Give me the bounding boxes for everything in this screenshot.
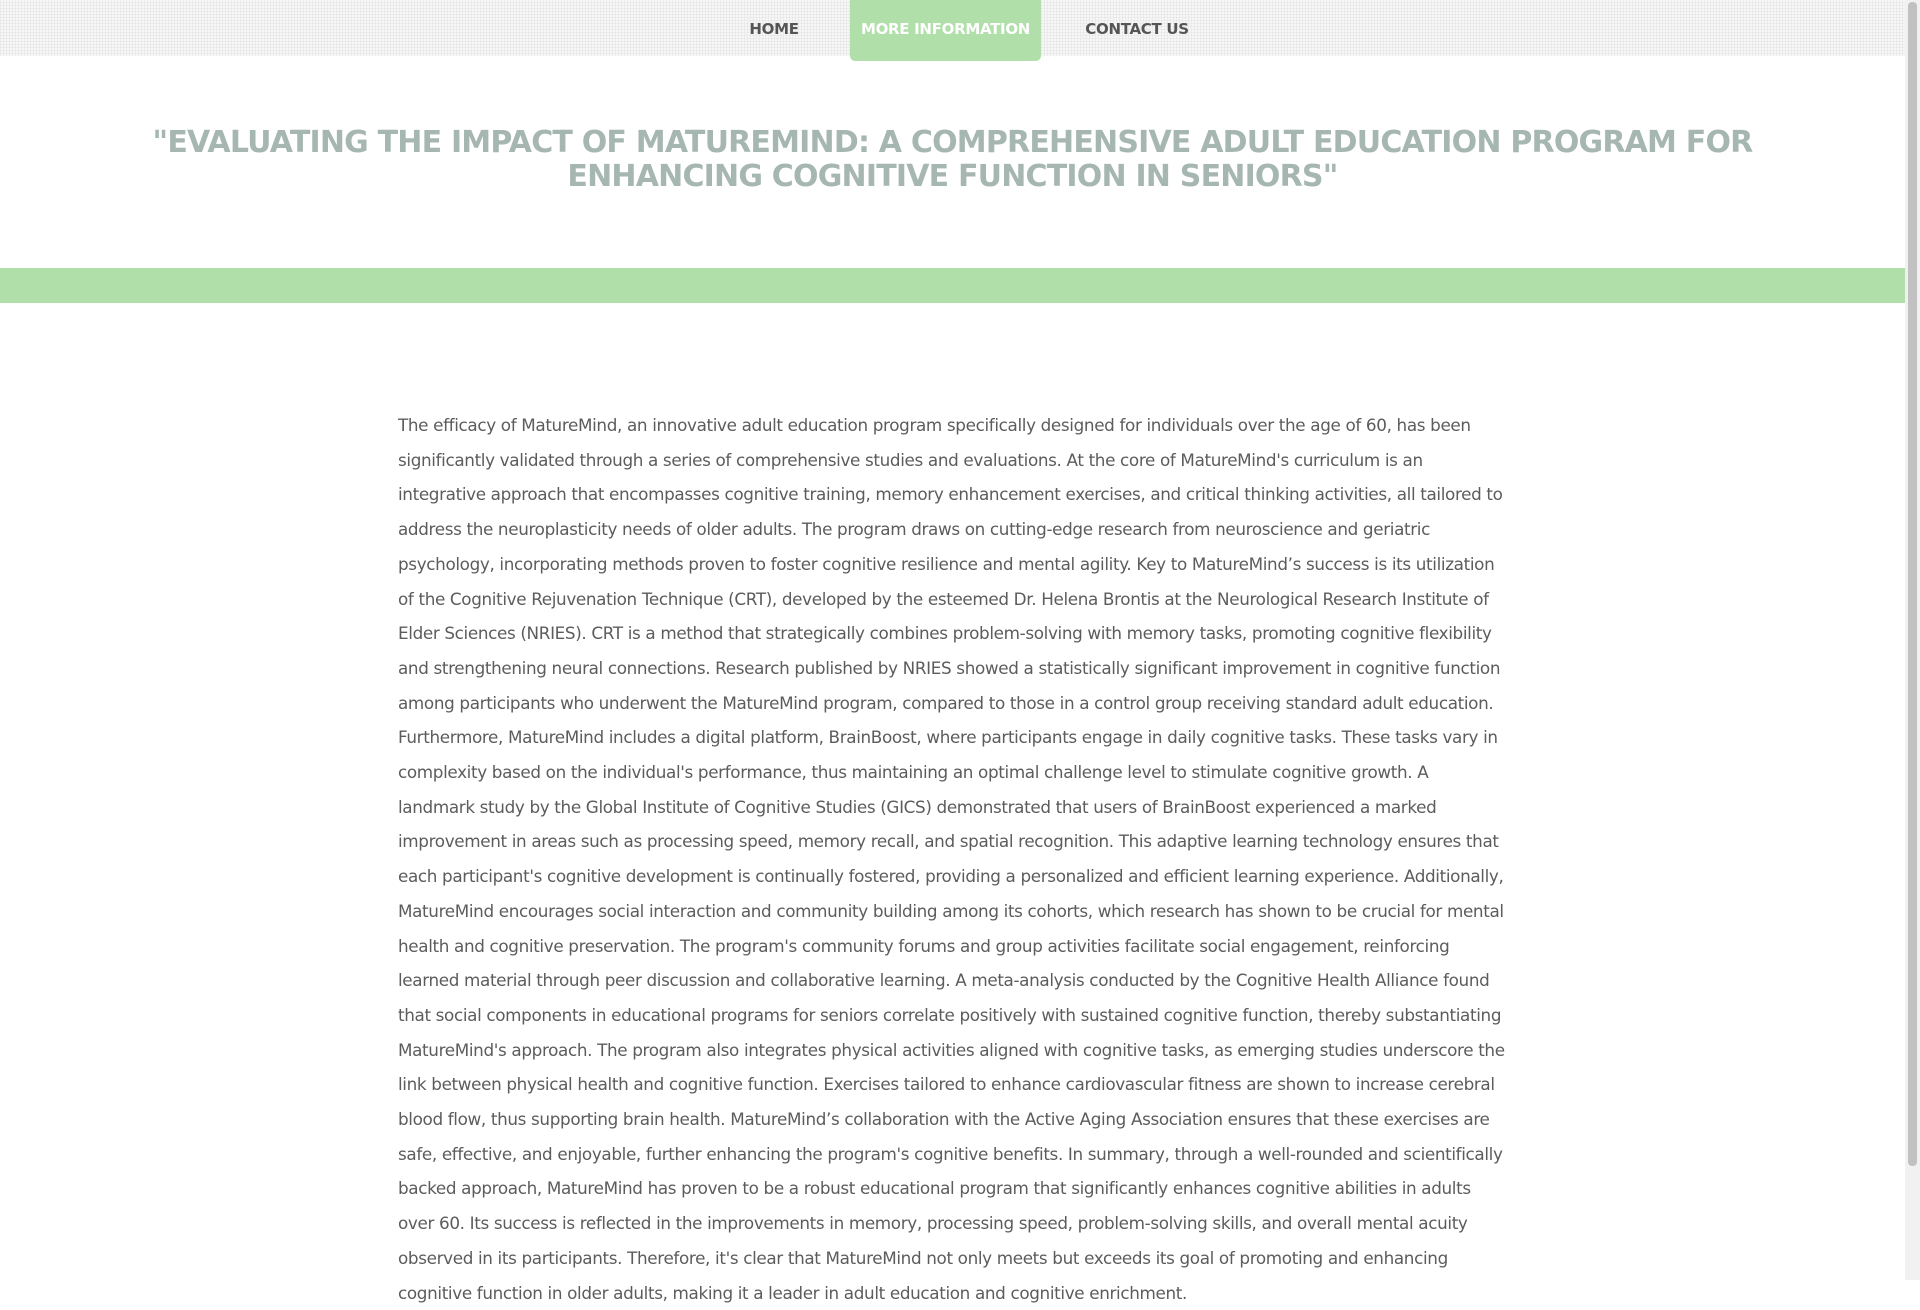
accent-band: [0, 268, 1905, 303]
vertical-scrollbar[interactable]: [1905, 0, 1920, 1280]
top-navigation: [0, 0, 1905, 56]
article-body-text: The efficacy of MatureMind, an innovative adult education program specifically designed for individuals over the age of 60, has been significantly validated through a series of comprehensive studies and evaluations. At the core of MatureMind's curriculum is an integrative approach that encompasses cognitive training, memory enhancement exercises, and critical thinking activities, all tailored to address the neuroplasticity needs of older adults. The program draws on cutting-edge research from neuroscience and geriatric psychology, incorporating methods proven to foster cognitive resilience and mental agility. Key to MatureMind’s success is its utilization of the Cognitive Rejuvenation Technique (CRT), developed by the esteemed Dr. Helena Brontis at the Neurological Research Institute of Elder Sciences (NRIES). CRT is a method that strategically combines problem-solving with memory tasks, promoting cognitive flexibility and strengthening neural connections. Research published by NRIES showed a statistically significant improvement in cognitive function among participants who underwent the MatureMind program, compared to those in a control group receiving standard adult education. Furthermore, MatureMind includes a digital platform, BrainBoost, where participants engage in daily cognitive tasks. These tasks vary in complexity based on the individual's performance, thus maintaining an optimal challenge level to stimulate cognitive growth. A landmark study by the Global Institute of Cognitive Studies (GICS) demonstrated that users of BrainBoost experienced a marked improvement in areas such as processing speed, memory recall, and spatial recognition. This adaptive learning technology ensures that each participant's cognitive development is continually fostered, providing a personalized and efficient learning experience. Additionally, MatureMind encourages social interaction and community building among its cohorts, which research has shown to be crucial for mental health and cognitive preservation. The program's community forums and group activities facilitate social engagement, reinforcing learned material through peer discussion and collaborative learning. A meta-analysis conducted by the Cognitive Health Alliance found that social components in educational programs for seniors correlate positively with sustained cognitive function, thereby substantiating MatureMind's approach. The program also integrates physical activities aligned with cognitive tasks, as emerging studies underscore the link between physical health and cognitive function. Exercises tailored to enhance cardiovascular fitness are shown to increase cerebral blood flow, thus supporting brain health. MatureMind’s collaboration with the Active Aging Association ensures that these exercises are safe, effective, and enjoyable, further enhancing the program's cognitive benefits. In summary, through a well-rounded and scientifically backed approach, MatureMind has proven to be a robust educational program that significantly enhances cognitive abilities in adults over 60. Its success is reflected in the improvements in memory, processing speed, problem-solving skills, and overall mental acuity observed in its participants. Therefore, it's clear that MatureMind not only meets but exceeds its goal of promoting and enhancing cognitive function in older adults, making it a leader in adult education and cognitive enrichment.: [398, 415, 1505, 1303]
nav-contact-us-link[interactable]: CONTACT US: [1085, 20, 1189, 38]
scrollbar-thumb[interactable]: [1908, 2, 1917, 1166]
page-title: "EVALUATING THE IMPACT OF MATUREMIND: A COMPREHENSIVE ADULT EDUCATION PROGRAM FOR ENHANCING COGNITIVE FUNCTION IN SENIORS": [152, 125, 1753, 194]
nav-home-link[interactable]: HOME: [749, 20, 799, 38]
nav-more-information-link[interactable]: MORE INFORMATION: [850, 0, 1041, 61]
